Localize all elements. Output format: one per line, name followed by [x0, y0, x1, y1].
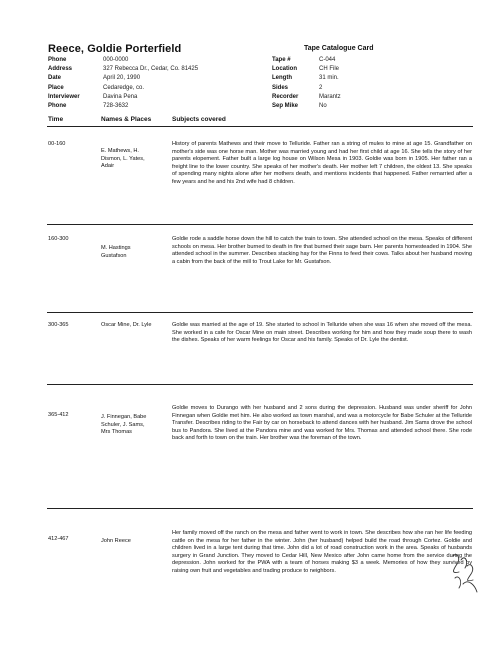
names-places — [101, 245, 167, 260]
entry-divider — [47, 312, 473, 313]
meta-label: Place — [48, 84, 64, 91]
entry-divider — [47, 384, 473, 385]
meta-label: Sep Mike — [272, 102, 299, 109]
meta-row — [48, 102, 198, 111]
column-header-time: Time — [48, 116, 64, 123]
meta-label: Location — [272, 66, 297, 73]
subject-summary: Goldie moves to Durango with her husband and 2 sons during the depression. Husband was under sheriff for John Finnegan when Goldie met him. He also worked as town marshal, and was a motorcycle for Babe Schuler at the Telluride Transfer. Describes riding to the Fair by car on horseback to attend dances with her husband. Jim Sams drove the school bus to Pandora. She lived at the Pandora mine and was worked for Mrs. Thomas and attended school there. She rode back and forth to town on the train. Her brother was the foreman of the town. — [172, 405, 472, 442]
meta-row — [272, 93, 341, 102]
meta-value: 31 min. — [319, 75, 339, 82]
meta-label: Date — [48, 75, 62, 82]
name-line: Schuler, J. Sams, — [101, 421, 145, 428]
handwritten-signature — [447, 548, 483, 596]
meta-value: 728-3632 — [103, 102, 129, 109]
name-line: Mrs Thomas — [101, 429, 132, 435]
meta-value: CH File — [319, 66, 340, 73]
header-divider — [47, 126, 473, 127]
subject-summary: Goldie rode a saddle horse down the hill to catch the train to town. She attended school on the mesa. Speaks of different schools on mesa. Her brother burned to death in fire that burned their sage barn. Her parents homesteaded in 1904. She attended school in the summer. Describes stacking hay for the Finns to feed their cows. Talks about her husband moving a cabin from the back of the mill to Trout Lake for Mr. Gustafson. — [172, 236, 472, 265]
entry-divider — [47, 508, 473, 509]
interview-details — [48, 56, 198, 111]
names-places — [101, 148, 167, 171]
meta-value: C-044 — [319, 57, 336, 63]
meta-row — [272, 84, 341, 93]
time-range: 160-300 — [48, 236, 69, 242]
subject-summary: Her family moved off the ranch on the mesa and father went to work in town. She describes how she ran her life feeding cattle on the mesa for her father in the winter. John (her husband) helped build the road through Cortez. Goldie and children lived in a large tent during that time. John did a lot of road construction work in the area. Speaks of husbands surgery in Grand Junction. They moved to Cedar Hill, New Mexico after John came home from the service during the depression. John worked for the PWA with a team of horses making $3 a week. Memories of how they survived by raising own fruit and vegetables and trading produce to neighbors. — [172, 530, 472, 574]
meta-value: Cedaredge, co. — [103, 84, 145, 91]
name-line: M. Hastings — [101, 245, 131, 251]
meta-row — [48, 74, 198, 83]
meta-row — [48, 56, 198, 65]
meta-label: Tape # — [272, 57, 291, 63]
column-header-subjects: Subjects covered — [172, 116, 226, 123]
meta-label: Sides — [272, 84, 289, 91]
meta-label: Length — [272, 75, 292, 82]
card-title: Tape Catalogue Card — [304, 45, 374, 52]
column-header-names: Names & Places — [101, 116, 152, 123]
name-line: J. Finnegan, Babe — [101, 414, 147, 420]
meta-label: Phone — [48, 57, 67, 63]
meta-label: Recorder — [272, 93, 299, 100]
subject-summary: History of parents Mathews and their move to Telluride. Father ran a string of mules to mine at age 15. Grandfather on mother's side was one horse man. Mother was married young and had her first child at age 16. She tells the story of her parents elopement. Father built a large log house on Wilson Mesa in 1903. Goldie was born in 1905. Her father ran a freight line to the lower country. She speaks of her mother's death. Her mother left 7 children, the oldest 13. She speaks of spending many nights alone after her mothers death, and mentions incidents that happened. Father remarried after a few years and he and his 2nd wife had 8 children. — [172, 141, 472, 185]
name-line: Oscar Mine, Dr. Lyle — [101, 322, 152, 328]
meta-value: 2 — [319, 84, 323, 91]
name-line: Gustafson — [101, 252, 127, 259]
meta-row — [272, 102, 341, 111]
names-places — [101, 538, 167, 546]
meta-value: 000-0000 — [103, 57, 129, 63]
names-places — [101, 414, 167, 437]
subject-summary: Goldie was married at the age of 19. She started to school in Telluride when she was 16 when she moved off the mesa. She worked in a cafe for Oscar Mine on main street. Describes working for him and how they made soup there to wash the dishes. Speaks of her warm feelings for Oscar and his family. Speaks of Dr. Lyle the dentist. — [172, 322, 472, 344]
meta-value: 327 Rebecca Dr., Cedar, Co. 81425 — [103, 66, 199, 73]
meta-value: April 20, 1990 — [103, 75, 141, 82]
name-line: E. Mathews, H. — [101, 148, 139, 154]
page-title: Reece, Goldie Porterfield — [48, 43, 182, 55]
tape-details — [272, 56, 341, 111]
name-line: Adair — [101, 163, 115, 169]
meta-value: Marantz — [319, 93, 341, 100]
meta-row — [48, 65, 198, 74]
time-range: 300-365 — [48, 322, 69, 328]
meta-value: No — [319, 102, 327, 109]
name-line: John Reece — [101, 538, 131, 544]
names-places — [101, 322, 167, 330]
meta-row — [48, 84, 198, 93]
name-line: Dismon, L. Yates, — [101, 155, 145, 162]
entry-divider — [47, 224, 473, 225]
meta-row — [272, 74, 341, 83]
meta-label: Address — [48, 66, 73, 73]
meta-row — [272, 56, 341, 65]
time-range: 365-412 — [48, 412, 69, 418]
time-range: 00-160 — [48, 141, 66, 147]
meta-label: Interviewer — [48, 93, 80, 100]
meta-label: Phone — [48, 102, 67, 109]
time-range: 412-467 — [48, 536, 69, 542]
meta-row — [272, 65, 341, 74]
meta-value: Davina Pena — [103, 93, 138, 100]
meta-row — [48, 93, 198, 102]
